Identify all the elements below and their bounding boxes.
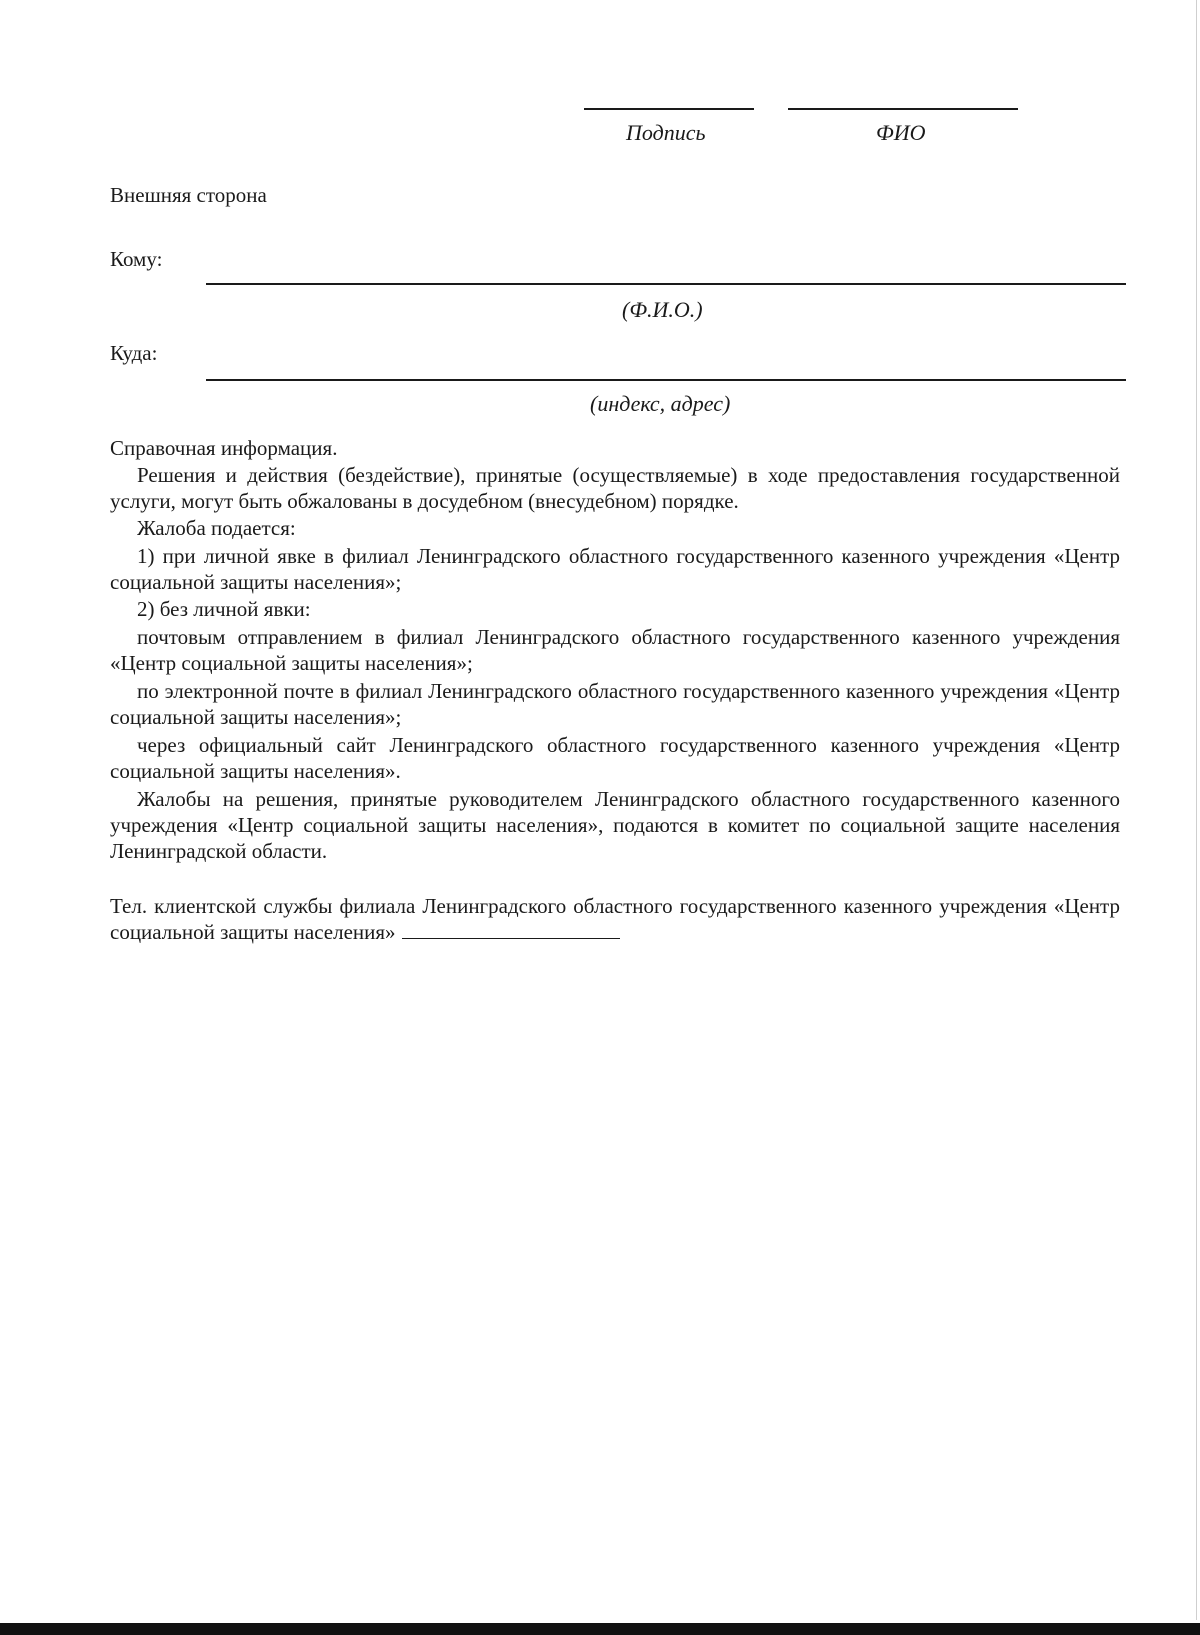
info-paragraph-6: по электронной почте в филиал Ленинградского областного государственного казенного учреждения «Центр социальной защиты населения»; — [110, 679, 1120, 729]
name-line — [788, 108, 1018, 110]
signature-line — [584, 108, 754, 110]
info-paragraph-7: через официальный сайт Ленинградского областного государственного казенного учреждения «Центр социальной защиты населения». — [110, 733, 1120, 783]
info-paragraph-1: Решения и действия (бездействие), принятые (осуществляемые) в ходе предоставления государственной услуги, могут быть обжалованы в досудебном (внесудебном) порядке. — [110, 463, 1120, 513]
phone-text: Тел. клиентской службы филиала Ленинградского областного государственного казенного учреждения «Центр социальной защиты населения» — [110, 894, 1120, 944]
phone-paragraph — [110, 893, 1120, 945]
info-paragraph-2: Жалоба подается: — [137, 516, 296, 540]
to-label: Кому: — [110, 247, 163, 271]
signature-caption: Подпись — [626, 120, 706, 145]
info-heading: Справочная информация. — [110, 436, 338, 460]
scan-edge-right — [1196, 0, 1197, 1620]
phone-blank-line — [402, 920, 620, 939]
where-line — [206, 379, 1126, 381]
name-caption: ФИО — [876, 120, 926, 145]
info-paragraph-3: 1) при личной явке в филиал Ленинградского областного государственного казенного учреждения «Центр социальной защиты населения»; — [110, 544, 1120, 594]
info-paragraph-4: 2) без личной явки: — [137, 597, 311, 621]
where-label: Куда: — [110, 341, 158, 365]
outer-side-title: Внешняя сторона — [110, 183, 267, 207]
where-caption: (индекс, адрес) — [590, 391, 731, 416]
info-paragraph-5: почтовым отправлением в филиал Ленинградского областного государственного казенного учреждения «Центр социальной защиты населения»; — [110, 625, 1120, 675]
scan-edge-bottom — [0, 1623, 1200, 1635]
to-line — [206, 283, 1126, 285]
info-paragraph-8: Жалобы на решения, принятые руководителем Ленинградского областного государственного казенного учреждения «Центр социальной защиты населения», подаются в комитет по социальной защите населения Ленинградской области. — [110, 787, 1120, 863]
to-caption: (Ф.И.О.) — [622, 297, 703, 322]
